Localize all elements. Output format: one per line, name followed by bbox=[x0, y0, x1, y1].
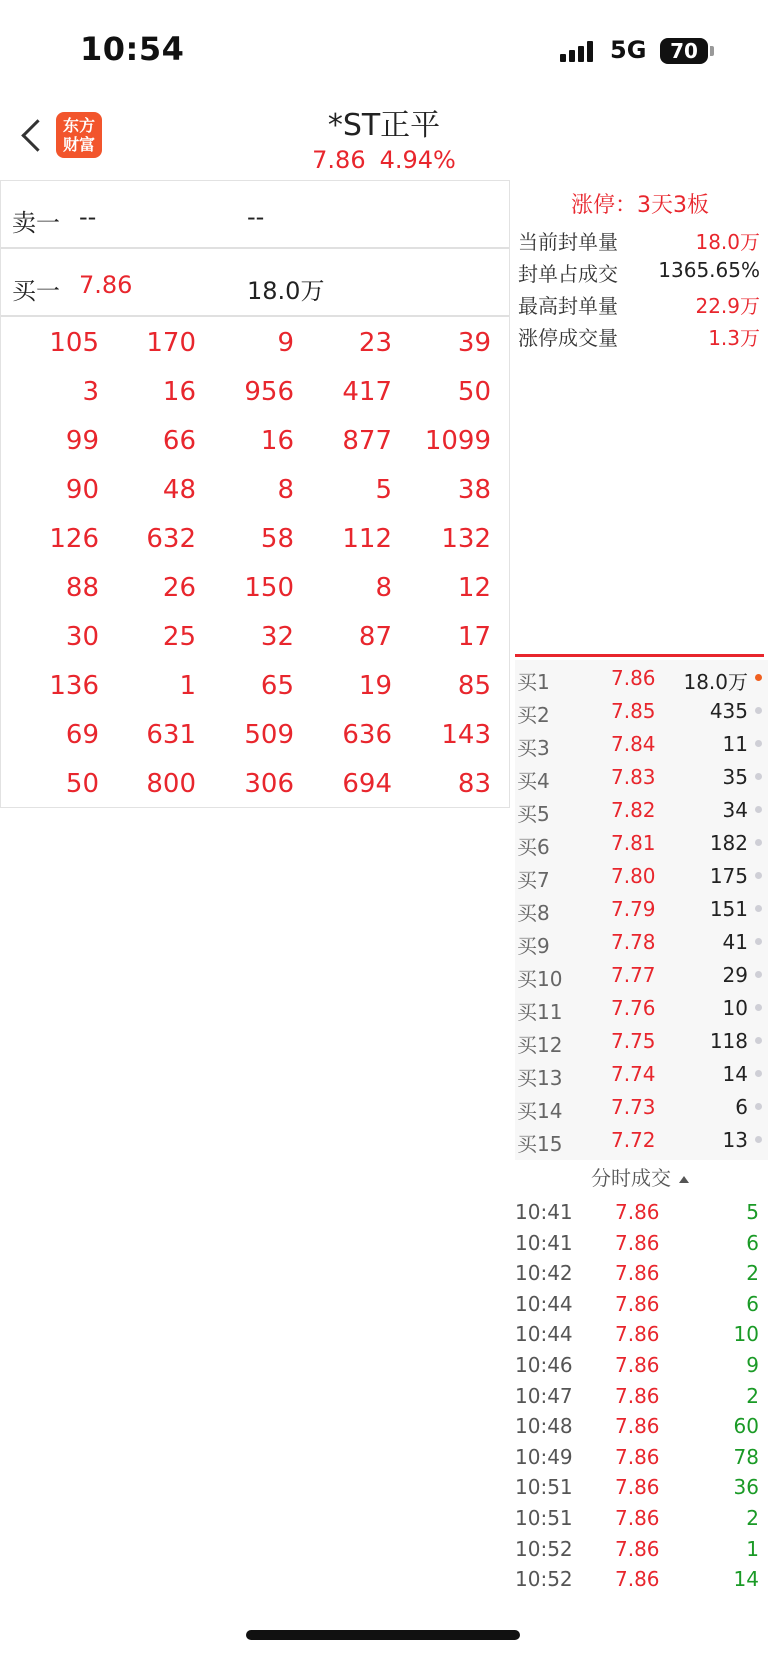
book-row[interactable] bbox=[515, 858, 768, 891]
tick-row bbox=[515, 1441, 763, 1472]
tick-price: 7.86 bbox=[615, 1414, 660, 1439]
book-row[interactable] bbox=[515, 660, 768, 693]
tick-row bbox=[515, 1288, 763, 1319]
order-queue-grid bbox=[1, 319, 509, 809]
tick-row bbox=[515, 1196, 763, 1227]
dot-icon bbox=[755, 839, 762, 846]
tick-row bbox=[515, 1380, 763, 1411]
book-vol: 118 bbox=[709, 1029, 748, 1053]
dot-icon bbox=[755, 872, 762, 879]
queue-row bbox=[1, 466, 509, 515]
signal-icon bbox=[560, 40, 600, 62]
queue-panel bbox=[0, 180, 510, 808]
limit-key: 当前封单量 bbox=[518, 230, 618, 254]
queue-cell: 132 bbox=[441, 524, 491, 554]
queue-row bbox=[1, 760, 509, 809]
status-bar bbox=[0, 0, 768, 100]
limit-key: 封单占成交 bbox=[518, 262, 618, 286]
queue-cell: 16 bbox=[162, 377, 196, 407]
tick-vol: 1 bbox=[746, 1536, 759, 1561]
buy-one-vol: 18.0万 bbox=[247, 277, 325, 305]
dot-icon bbox=[755, 938, 762, 945]
tick-row bbox=[515, 1227, 763, 1258]
queue-cell: 87 bbox=[358, 622, 392, 652]
book-label: 买10 bbox=[517, 967, 563, 991]
book-price: 7.84 bbox=[611, 732, 656, 756]
book-vol: 13 bbox=[722, 1128, 748, 1152]
book-row[interactable] bbox=[515, 693, 768, 726]
sell-one-vol: -- bbox=[247, 203, 265, 231]
tick-price: 7.86 bbox=[615, 1536, 660, 1561]
queue-cell: 5 bbox=[375, 475, 392, 505]
queue-cell: 694 bbox=[342, 769, 392, 799]
tick-row bbox=[515, 1502, 763, 1533]
queue-cell: 143 bbox=[441, 720, 491, 750]
queue-cell: 8 bbox=[375, 573, 392, 603]
book-vol: 6 bbox=[735, 1095, 748, 1119]
tick-time: 10:48 bbox=[515, 1414, 573, 1439]
queue-row bbox=[1, 319, 509, 368]
tick-price: 7.86 bbox=[615, 1444, 660, 1469]
queue-cell: 23 bbox=[358, 328, 392, 358]
book-price: 7.76 bbox=[611, 996, 656, 1020]
tick-row bbox=[515, 1563, 763, 1594]
tick-price: 7.86 bbox=[615, 1261, 660, 1286]
tick-price: 7.86 bbox=[615, 1230, 660, 1255]
book-vol: 14 bbox=[722, 1062, 748, 1086]
tick-vol: 2 bbox=[746, 1506, 759, 1530]
dot-icon bbox=[755, 1004, 762, 1011]
tick-vol: 60 bbox=[733, 1414, 759, 1439]
book-label: 买13 bbox=[517, 1066, 563, 1090]
home-indicator[interactable] bbox=[246, 1630, 520, 1640]
book-vol: 435 bbox=[709, 699, 748, 723]
tick-time: 10:52 bbox=[515, 1536, 573, 1561]
network-type: 5G bbox=[610, 36, 647, 64]
queue-cell: 50 bbox=[65, 769, 99, 799]
tick-vol: 36 bbox=[733, 1475, 759, 1500]
book-label: 买5 bbox=[517, 802, 550, 826]
sell-one-label: 卖一 bbox=[12, 209, 60, 237]
limit-value: 1365.65% bbox=[658, 258, 760, 282]
book-row[interactable] bbox=[515, 1056, 768, 1089]
dot-icon bbox=[755, 905, 762, 912]
tick-vol: 10 bbox=[733, 1322, 759, 1347]
limit-up-title: 涨停：3天3板 bbox=[571, 193, 709, 218]
queue-cell: 126 bbox=[49, 524, 99, 554]
limit-value: 22.9万 bbox=[695, 294, 760, 318]
book-row[interactable] bbox=[515, 825, 768, 858]
tick-vol: 2 bbox=[746, 1261, 759, 1286]
book-row[interactable] bbox=[515, 726, 768, 759]
queue-cell: 50 bbox=[457, 377, 491, 407]
dot-icon bbox=[755, 1037, 762, 1044]
book-label: 买14 bbox=[517, 1099, 563, 1123]
stock-subtitle bbox=[0, 146, 768, 174]
book-vol: 29 bbox=[722, 963, 748, 987]
tick-price: 7.86 bbox=[615, 1322, 660, 1347]
limit-value: 18.0万 bbox=[695, 230, 760, 254]
tick-vol: 2 bbox=[746, 1383, 759, 1408]
limit-value: 1.3万 bbox=[708, 326, 760, 350]
queue-cell: 39 bbox=[457, 328, 491, 358]
queue-cell: 65 bbox=[260, 671, 294, 701]
book-vol: 34 bbox=[722, 798, 748, 822]
stock-title: *ST正平 bbox=[327, 108, 441, 143]
tick-time: 10:51 bbox=[515, 1475, 573, 1500]
queue-row bbox=[1, 368, 509, 417]
queue-cell: 26 bbox=[162, 573, 196, 603]
book-price: 7.78 bbox=[611, 930, 656, 954]
book-label: 买1 bbox=[517, 670, 550, 694]
book-label: 买12 bbox=[517, 1033, 563, 1057]
tick-time: 10:41 bbox=[515, 1230, 573, 1255]
queue-cell: 306 bbox=[244, 769, 294, 799]
book-row[interactable] bbox=[515, 990, 768, 1023]
book-vol: 10 bbox=[722, 996, 748, 1020]
queue-cell: 30 bbox=[65, 622, 99, 652]
queue-cell: 136 bbox=[49, 671, 99, 701]
queue-cell: 19 bbox=[358, 671, 392, 701]
book-row[interactable] bbox=[515, 792, 768, 825]
book-row[interactable] bbox=[515, 1122, 768, 1155]
tick-time: 10:41 bbox=[515, 1200, 573, 1224]
limit-row bbox=[518, 252, 764, 286]
queue-cell: 1 bbox=[179, 671, 196, 701]
queue-row bbox=[1, 711, 509, 760]
queue-cell: 636 bbox=[342, 720, 392, 750]
queue-cell: 877 bbox=[342, 426, 392, 456]
queue-cell: 150 bbox=[244, 573, 294, 603]
book-label: 买4 bbox=[517, 769, 550, 793]
battery-icon: 70 bbox=[660, 38, 708, 64]
limit-row bbox=[518, 220, 764, 254]
book-row[interactable] bbox=[515, 1023, 768, 1056]
dot-icon bbox=[755, 806, 762, 813]
queue-cell: 9 bbox=[277, 328, 294, 358]
tick-vol: 6 bbox=[746, 1230, 759, 1255]
queue-cell: 417 bbox=[342, 377, 392, 407]
book-label: 买6 bbox=[517, 835, 550, 859]
queue-row bbox=[1, 662, 509, 711]
tick-header-label: 分时成交 bbox=[591, 1166, 671, 1190]
limit-up-info bbox=[512, 180, 768, 620]
book-price: 7.77 bbox=[611, 963, 656, 987]
tick-time: 10:42 bbox=[515, 1261, 573, 1286]
queue-cell: 88 bbox=[65, 573, 99, 603]
caret-up-icon bbox=[679, 1176, 689, 1183]
limit-row bbox=[518, 316, 764, 350]
queue-cell: 631 bbox=[146, 720, 196, 750]
book-row[interactable] bbox=[515, 1089, 768, 1122]
queue-cell: 83 bbox=[457, 769, 491, 799]
tick-time: 10:52 bbox=[515, 1567, 573, 1592]
queue-cell: 58 bbox=[260, 524, 294, 554]
dot-icon bbox=[755, 773, 762, 780]
book-row[interactable] bbox=[515, 924, 768, 957]
book-price: 7.83 bbox=[611, 765, 656, 789]
tick-price: 7.86 bbox=[615, 1200, 660, 1224]
book-price: 7.82 bbox=[611, 798, 656, 822]
dot-icon bbox=[755, 971, 762, 978]
logo-line2: 财富 bbox=[62, 135, 95, 154]
tick-price: 7.86 bbox=[615, 1567, 660, 1592]
book-divider bbox=[515, 654, 764, 657]
tick-row bbox=[515, 1533, 763, 1564]
queue-cell: 3 bbox=[82, 377, 99, 407]
tick-vol: 78 bbox=[733, 1444, 759, 1469]
queue-cell: 48 bbox=[162, 475, 196, 505]
stock-change: 4.94% bbox=[379, 146, 456, 174]
tick-price: 7.86 bbox=[615, 1506, 660, 1530]
book-price: 7.74 bbox=[611, 1062, 656, 1086]
queue-cell: 85 bbox=[457, 671, 491, 701]
book-vol: 11 bbox=[722, 732, 748, 756]
buy-one-row[interactable] bbox=[1, 249, 509, 317]
tick-row bbox=[515, 1410, 763, 1441]
book-vol: 151 bbox=[709, 897, 748, 921]
book-label: 买8 bbox=[517, 901, 550, 925]
book-price: 7.75 bbox=[611, 1029, 656, 1053]
logo-line1: 东方 bbox=[62, 116, 95, 135]
sell-one-row[interactable] bbox=[1, 181, 509, 249]
tick-time: 10:49 bbox=[515, 1444, 573, 1469]
book-price: 7.81 bbox=[611, 831, 656, 855]
book-vol: 182 bbox=[709, 831, 748, 855]
tick-vol: 5 bbox=[746, 1200, 759, 1224]
dot-icon bbox=[755, 740, 762, 747]
dot-icon bbox=[755, 1103, 762, 1110]
order-book[interactable] bbox=[515, 660, 768, 1160]
book-row[interactable] bbox=[515, 891, 768, 924]
book-price: 7.79 bbox=[611, 897, 656, 921]
queue-cell: 90 bbox=[65, 475, 99, 505]
tick-header[interactable] bbox=[512, 1162, 768, 1196]
tick-price: 7.86 bbox=[615, 1475, 660, 1500]
queue-cell: 99 bbox=[65, 426, 99, 456]
queue-row bbox=[1, 613, 509, 662]
queue-cell: 12 bbox=[457, 573, 491, 603]
queue-cell: 800 bbox=[146, 769, 196, 799]
queue-cell: 32 bbox=[260, 622, 294, 652]
dot-icon bbox=[755, 674, 762, 681]
book-label: 买7 bbox=[517, 868, 550, 892]
book-price: 7.73 bbox=[611, 1095, 656, 1119]
buy-one-label: 买一 bbox=[12, 277, 60, 305]
tick-price: 7.86 bbox=[615, 1353, 660, 1377]
tick-time: 10:46 bbox=[515, 1353, 573, 1377]
tick-vol: 14 bbox=[733, 1567, 759, 1592]
buy-one-price: 7.86 bbox=[79, 271, 133, 299]
queue-cell: 66 bbox=[162, 426, 196, 456]
queue-row bbox=[1, 564, 509, 613]
limit-row bbox=[518, 284, 764, 318]
book-label: 买3 bbox=[517, 736, 550, 760]
queue-cell: 17 bbox=[457, 622, 491, 652]
queue-cell: 16 bbox=[260, 426, 294, 456]
book-label: 买15 bbox=[517, 1132, 563, 1156]
queue-cell: 956 bbox=[244, 377, 294, 407]
book-price: 7.80 bbox=[611, 864, 656, 888]
tick-time: 10:44 bbox=[515, 1291, 573, 1316]
stock-price: 7.86 bbox=[312, 146, 366, 174]
book-label: 买11 bbox=[517, 1000, 563, 1024]
tick-price: 7.86 bbox=[615, 1383, 660, 1408]
tick-row bbox=[515, 1318, 763, 1349]
queue-cell: 632 bbox=[146, 524, 196, 554]
book-row[interactable] bbox=[515, 759, 768, 792]
book-vol: 175 bbox=[709, 864, 748, 888]
book-row[interactable] bbox=[515, 957, 768, 990]
queue-cell: 105 bbox=[49, 328, 99, 358]
queue-row bbox=[1, 417, 509, 466]
tick-time: 10:44 bbox=[515, 1322, 573, 1347]
book-label: 买9 bbox=[517, 934, 550, 958]
tick-time: 10:47 bbox=[515, 1383, 573, 1408]
tick-vol: 6 bbox=[746, 1291, 759, 1316]
book-price: 7.86 bbox=[611, 666, 656, 690]
tick-vol: 9 bbox=[746, 1353, 759, 1377]
queue-cell: 25 bbox=[162, 622, 196, 652]
tick-time: 10:51 bbox=[515, 1506, 573, 1530]
tick-row bbox=[515, 1257, 763, 1288]
sell-one-price: -- bbox=[79, 203, 97, 231]
dot-icon bbox=[755, 707, 762, 714]
queue-cell: 38 bbox=[457, 475, 491, 505]
dot-icon bbox=[755, 1070, 762, 1077]
queue-cell: 8 bbox=[277, 475, 294, 505]
status-time: 10:54 bbox=[80, 30, 185, 68]
book-label: 买2 bbox=[517, 703, 550, 727]
tick-row bbox=[515, 1471, 763, 1502]
book-price: 7.72 bbox=[611, 1128, 656, 1152]
queue-cell: 112 bbox=[342, 524, 392, 554]
queue-cell: 170 bbox=[146, 328, 196, 358]
book-vol: 41 bbox=[722, 930, 748, 954]
queue-cell: 1099 bbox=[424, 426, 491, 456]
dot-icon bbox=[755, 1136, 762, 1143]
book-vol: 35 bbox=[722, 765, 748, 789]
queue-row bbox=[1, 515, 509, 564]
battery-tip bbox=[710, 46, 714, 56]
book-price: 7.85 bbox=[611, 699, 656, 723]
tick-row bbox=[515, 1349, 763, 1380]
queue-cell: 509 bbox=[244, 720, 294, 750]
tick-price: 7.86 bbox=[615, 1291, 660, 1316]
limit-key: 最高封单量 bbox=[518, 294, 618, 318]
limit-key: 涨停成交量 bbox=[518, 326, 618, 350]
book-vol: 18.0万 bbox=[683, 670, 748, 694]
queue-cell: 69 bbox=[65, 720, 99, 750]
